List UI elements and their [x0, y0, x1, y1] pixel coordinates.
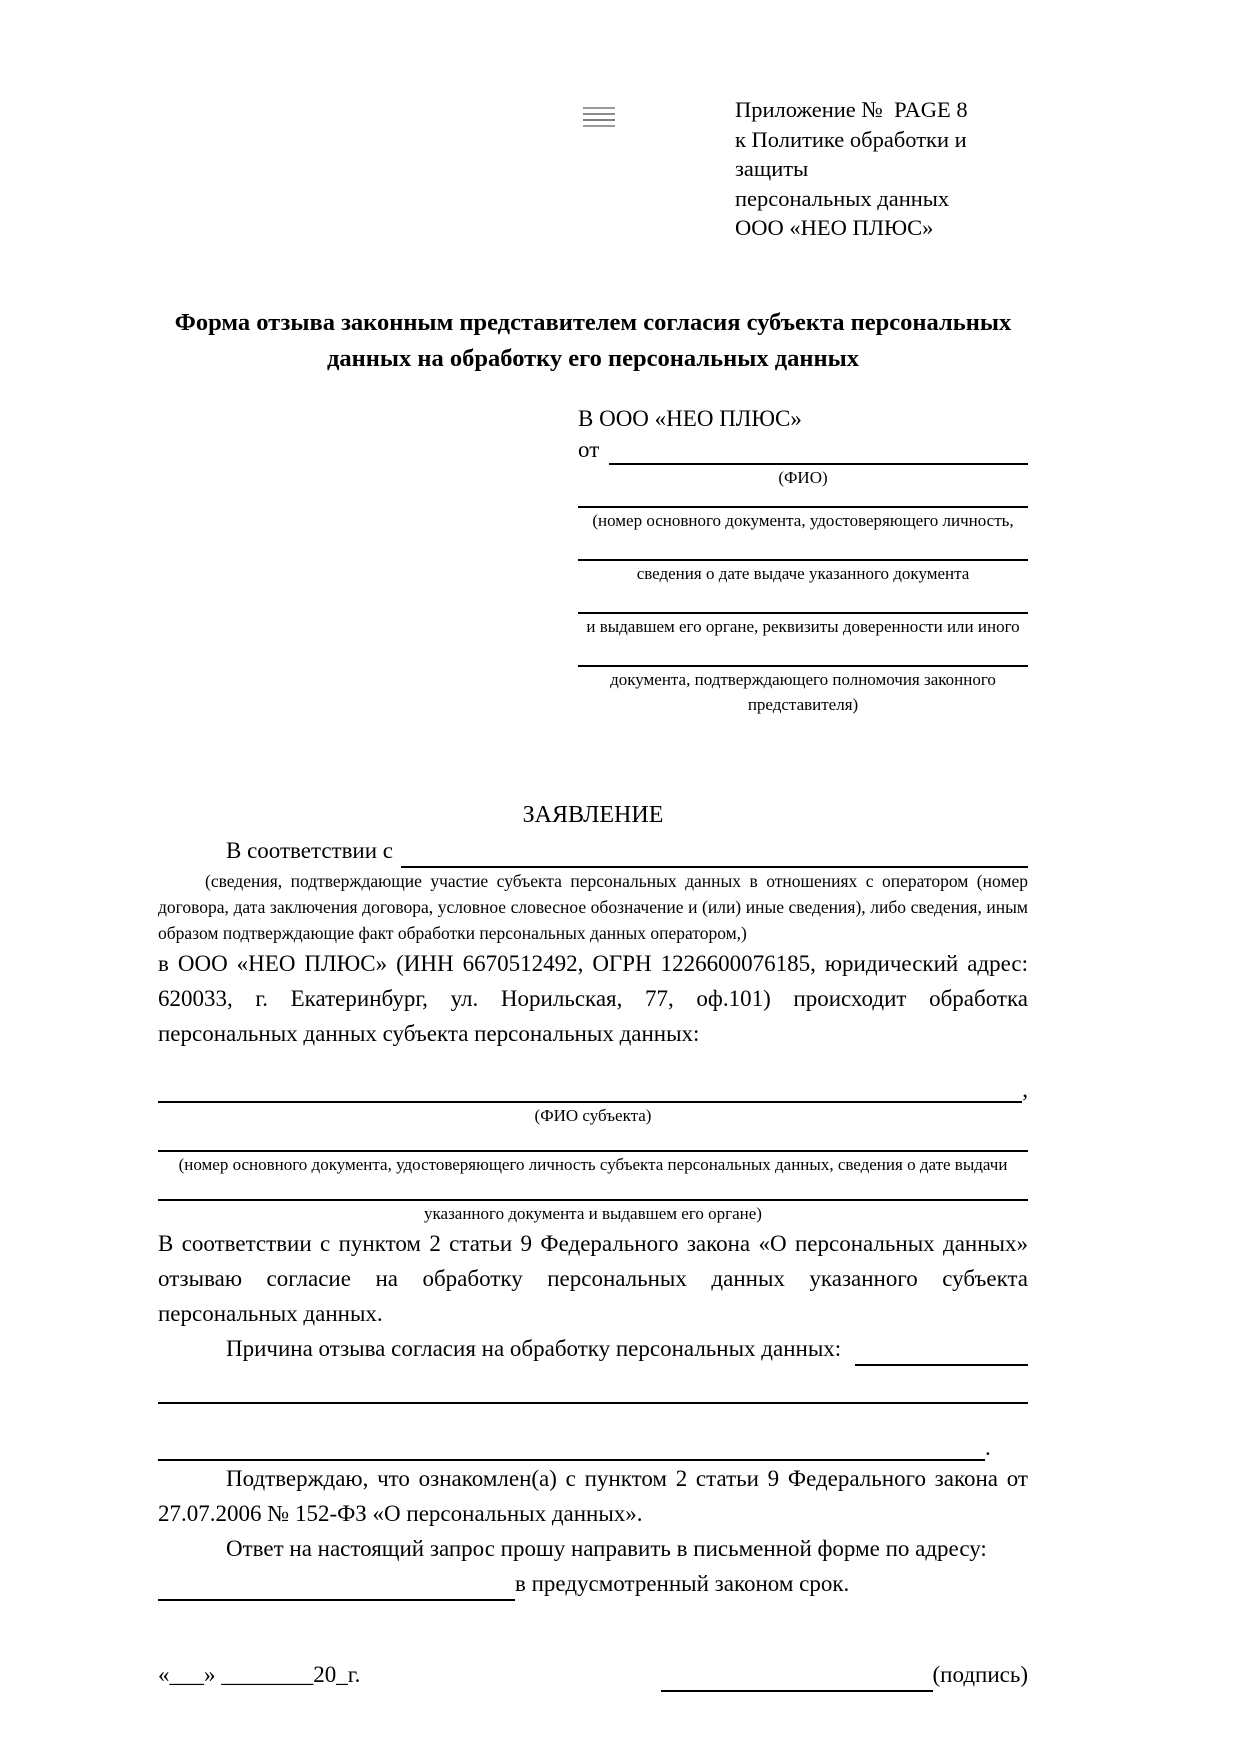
period-char: . [985, 1434, 991, 1460]
field-marker-icon [583, 107, 615, 132]
appendix-block [735, 95, 1028, 243]
from-label: от [578, 436, 600, 462]
in-accordance-label: В соответствии с [226, 837, 394, 863]
doc-caption: и выдавшем его органе, реквизиты доверенности или иного [586, 616, 1020, 636]
comma-char: , [1022, 1076, 1028, 1102]
form-title: Форма отзыва законным представителем согласия субъекта персональных данных на обработку его персональных данных [174, 308, 1012, 372]
subject-fio-caption: (ФИО субъекта) [534, 1105, 652, 1125]
doc-caption: сведения о дате выдаче указанного документа [636, 563, 970, 583]
subject-doc-caption: (номер основного документа, удостоверяющего личность субъекта персональных данных, сведения о дате выдачи [178, 1154, 1008, 1174]
in-accordance-row [158, 833, 1028, 868]
reason-row [158, 1331, 1028, 1366]
appendix-line: ООО «НЕО ПЛЮС» [735, 215, 934, 240]
date-line: «___» ________20_г. [158, 1661, 361, 1687]
addressee-block [578, 403, 1028, 717]
appendix-line: к Политике обработки и защиты [735, 126, 967, 181]
addressee-to: В ООО «НЕО ПЛЮС» [578, 405, 802, 431]
operator-paragraph: в ООО «НЕО ПЛЮС» (ИНН 6670512492, ОГРН 1226600076185, юридический адрес: 620033, г. Екатеринбург, ул. Норильская, 77, оф.101) происходит обработка персональных данных субъекта персональных данных: [158, 950, 1028, 1046]
statement-heading: ЗАЯВЛЕНИЕ [522, 801, 664, 828]
reason-label: Причина отзыва согласия на обработку персональных данных: [226, 1335, 842, 1361]
reply-paragraph: Ответ на настоящий запрос прошу направить в письменной форме по адресу: [226, 1535, 987, 1561]
signature-group [661, 1657, 1028, 1692]
subject-doc-caption: указанного документа и выдавшем его органе) [424, 1203, 762, 1223]
reason-blank-line [855, 1364, 1028, 1366]
from-row [578, 434, 1028, 465]
fio-caption: (ФИО) [778, 467, 828, 487]
subject-fio-row [158, 1077, 1028, 1103]
reason-blank-line [158, 1400, 1028, 1404]
doc-caption: (номер основного документа, удостоверяющего личность, [592, 510, 1014, 530]
appendix-line: Приложение № PAGE 8 [735, 97, 968, 122]
address-blank-line [158, 1599, 515, 1601]
withdrawal-paragraph: В соответствии с пунктом 2 статьи 9 Федерального закона «О персональных данных» отзываю согласие на обработку персональных данных указанного субъекта персональных данных. [158, 1230, 1028, 1326]
header [158, 95, 1028, 243]
reply-suffix: в предусмотренный законом срок. [515, 1570, 850, 1596]
footer [158, 1657, 1028, 1692]
confirm-paragraph: Подтверждаю, что ознакомлен(а) с пунктом 2 статьи 9 Федерального закона от 27.07.2006 № 152-ФЗ «О персональных данных». [158, 1465, 1028, 1526]
fine-print-note: (сведения, подтверждающие участие субъекта персональных данных в отношениях с оператором (номер договора, дата заключения договора, условное словесное обозначение и (или) иные сведения), либо сведения, иным образом подтверждающие факт обработки персональных данных оператором,) [158, 870, 1028, 943]
reason-last-row [158, 1435, 1028, 1461]
appendix-line: персональных данных [735, 185, 950, 211]
reply-address-row [158, 1566, 1028, 1601]
signature-caption: (подпись) [932, 1661, 1028, 1687]
signature-blank-line [661, 1690, 933, 1692]
doc-caption: документа, подтверждающего полномочия законного представителя) [610, 669, 996, 714]
